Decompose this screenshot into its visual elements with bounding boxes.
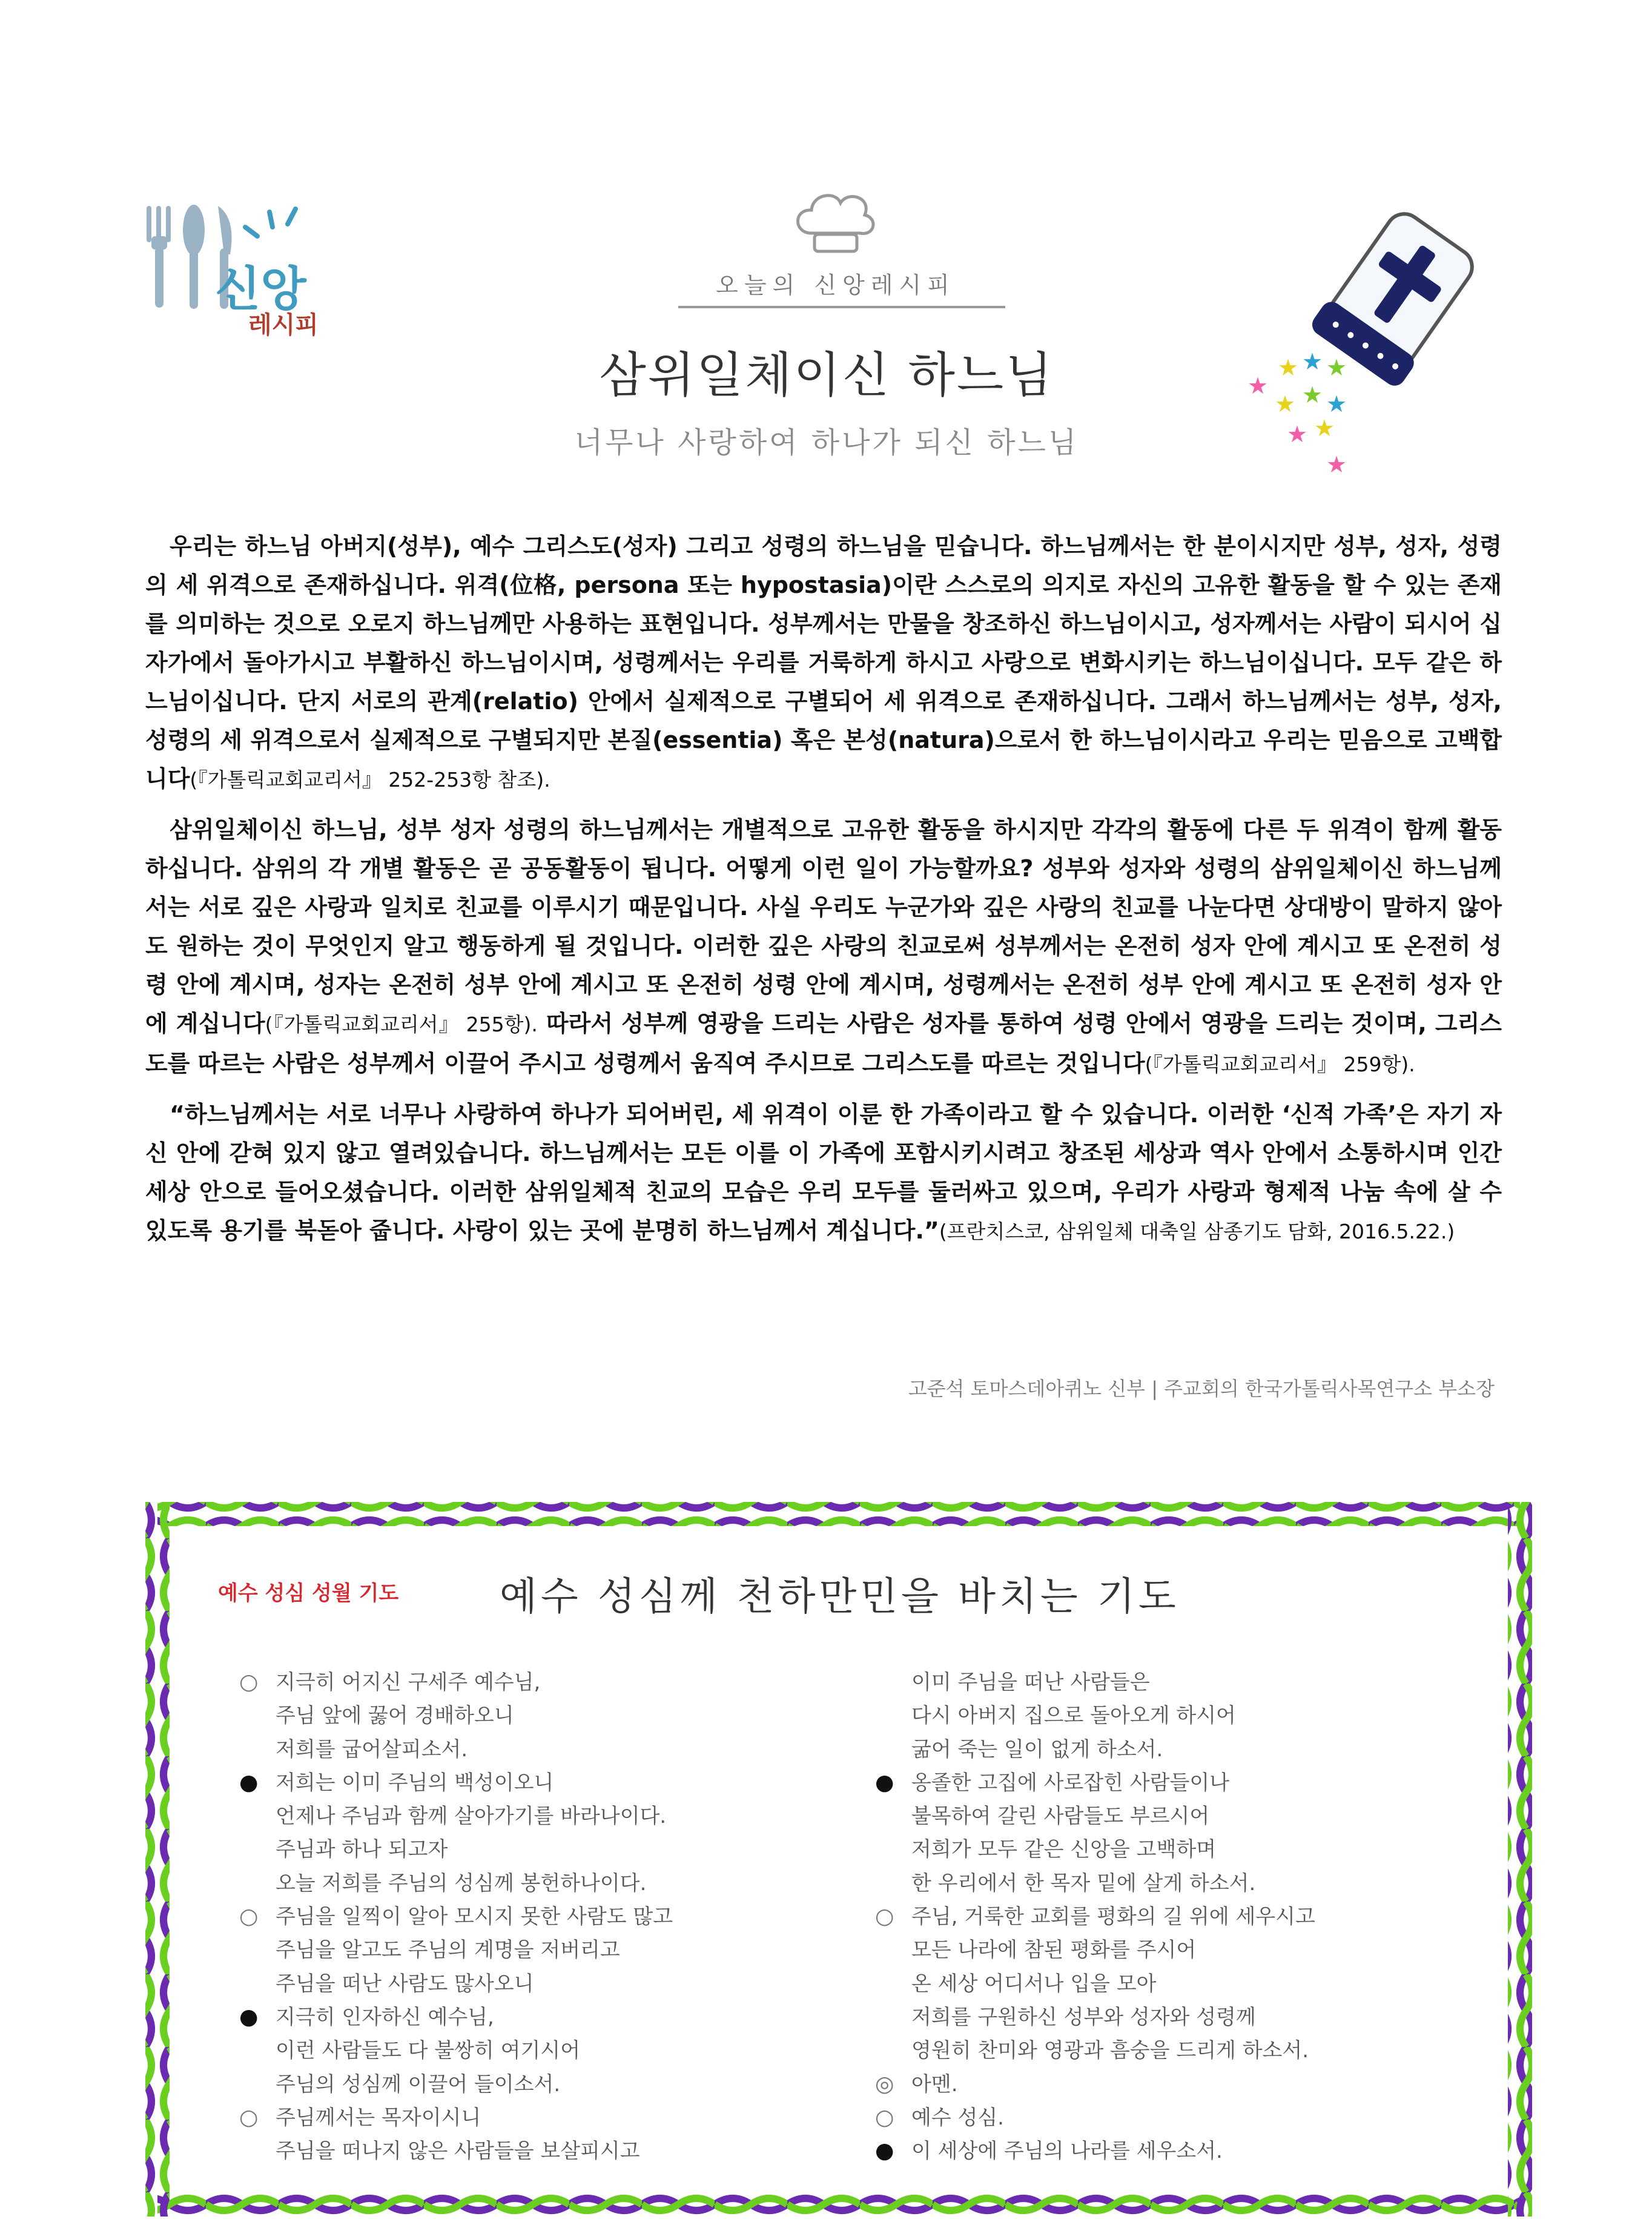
prayer-line xyxy=(239,1833,857,1866)
svg-text:★: ★ xyxy=(1278,354,1299,381)
prayer-line-text: 온 세상 어디서나 입을 모아 xyxy=(911,1971,1157,1996)
page-subtitle: 너무나 사랑하여 하나가 되신 하느님 xyxy=(574,426,1079,460)
prayer-line xyxy=(239,1665,857,1699)
paragraph-3-reference: (프란치스코, 삼위일체 대축일 삼종기도 담화, 2016.5.22.) xyxy=(939,1220,1455,1243)
open-circle-icon: ○ xyxy=(875,2104,894,2130)
svg-text:★: ★ xyxy=(1287,421,1308,448)
prayer-line-text: 불목하여 갈린 사람들도 부르시어 xyxy=(911,1804,1210,1829)
svg-text:★: ★ xyxy=(1314,415,1335,441)
prayer-line xyxy=(239,1967,857,2000)
paragraph-2 xyxy=(145,810,1502,1084)
page-title: 삼위일체이신 하느님 xyxy=(599,347,1054,403)
author-signature: 고준석 토마스데아퀴노 신부 | 주교회의 한국가톨릭사목연구소 부소장 xyxy=(908,1377,1495,1400)
svg-text:★: ★ xyxy=(1247,372,1269,399)
prayer-line-text: 이 세상에 주님의 나라를 세우소서. xyxy=(911,2139,1223,2164)
filled-circle-icon: ● xyxy=(239,1770,259,1795)
prayer-line-text: 오늘 저희를 주님의 성심께 봉헌하나이다. xyxy=(276,1871,647,1896)
prayer-line-text: 다시 아버지 집으로 돌아오게 하시어 xyxy=(911,1704,1236,1728)
prayer-line xyxy=(239,1900,857,1933)
prayer-line-text: 언제나 주님과 함께 살아가기를 바라나이다. xyxy=(276,1804,667,1829)
prayer-line xyxy=(875,1665,1493,1699)
prayer-tag: 예수 성심 성월 기도 xyxy=(218,1581,399,1605)
prayer-line xyxy=(239,1866,857,1900)
prayer-line-text: 주님, 거룩한 교회를 평화의 길 위에 세우시고 xyxy=(911,1905,1315,1929)
prayer-line xyxy=(875,1733,1493,1766)
prayer-line xyxy=(239,2068,857,2101)
paragraph-1 xyxy=(145,527,1502,799)
prayer-line-text: 모든 나라에 참된 평화를 주시어 xyxy=(911,1938,1197,1963)
prayer-line-text: 주님께서는 목자이시니 xyxy=(276,2105,481,2130)
prayer-right-column xyxy=(875,1665,1493,2167)
prayer-line-text: 주님을 알고도 주님의 계명을 저버리고 xyxy=(276,1938,620,1963)
prayer-line xyxy=(875,1699,1493,1732)
prayer-line-text: 저희를 굽어살피소서. xyxy=(276,1737,468,1762)
filled-circle-icon: ● xyxy=(239,2004,259,2029)
prayer-line xyxy=(875,1967,1493,2000)
prayer-line xyxy=(875,1900,1493,1933)
prayer-line-text: 한 우리에서 한 목자 밑에 살게 하소서. xyxy=(911,1871,1256,1896)
prayer-line-text: 굶어 죽는 일이 없게 하소서. xyxy=(911,1737,1163,1762)
prayer-line xyxy=(239,1933,857,1966)
filled-circle-icon: ● xyxy=(875,2138,894,2164)
prayer-line-text: 주님을 떠나지 않은 사람들을 보살피시고 xyxy=(276,2139,640,2164)
prayer-line-text: 영원히 찬미와 영광과 흠숭을 드리게 하소서. xyxy=(911,2038,1309,2063)
prayer-line-text: 옹졸한 고집에 사로잡힌 사람들이나 xyxy=(911,1770,1230,1795)
prayer-line xyxy=(875,1833,1493,1866)
paragraph-3 xyxy=(145,1095,1502,1251)
prayer-line-text: 이미 주님을 떠난 사람들은 xyxy=(911,1670,1150,1694)
prayer-line-text: 주님을 일찍이 알아 모시지 못한 사람도 많고 xyxy=(276,1905,673,1929)
prayer-line xyxy=(875,2000,1493,2034)
logo-subtitle: 레시피 xyxy=(248,311,319,339)
star-sprinkles-icon xyxy=(1235,345,1381,478)
prayer-line xyxy=(875,1866,1493,1900)
prayer-line-text: 저희를 구원하신 성부와 성자와 성령께 xyxy=(911,2005,1256,2029)
series-divider xyxy=(678,306,1005,308)
svg-text:★: ★ xyxy=(1302,382,1323,408)
paragraph-1-text: 우리는 하느님 아버지(성부), 예수 그리스도(성자) 그리고 성령의 하느님을 믿습니다. 하느님께서는 한 분이시지만 성부, 성자, 성령의 세 위격으로 존재하십니다. 위격(位格, persona 또는 hypostasia)이란 스스로의 의지로 자신의 고유한 활동을 할 수 있는 존재를 의미하는 것으로 오로지 하느님께만 사용하는 표현입니다. 성부께서는 만물을 창조하신 하느님이시고, 성자께서는 사람이 되시어 십자가에서 돌아가시고 부활하신 하느님이시며, 성령께서는 우리를 거룩하게 하시고 사랑으로 변화시키는 하느님이십니다. 모두 같은 하느님이십니다. 단지 서로의 관계(relatio) 안에서 실제적으로 구별되어 세 위격으로 존재하십니다. 그래서 하느님께서는 성부, 성자, 성령의 세 위격으로서 실제적으로 구별되지만 본질(essentia) 혹은 본성(natura)으로서 한 하느님이시라고 우리는 믿음으로 고백합니다 xyxy=(145,533,1502,792)
series-label: 오늘의 신앙레시피 xyxy=(716,272,956,299)
prayer-line-text: 저희가 모두 같은 신앙을 고백하며 xyxy=(911,1837,1217,1862)
prayer-line-text: 지극히 인자하신 예수님, xyxy=(276,2005,494,2029)
svg-text:★: ★ xyxy=(1302,348,1323,375)
prayer-line-text: 예수 성심. xyxy=(911,2105,1004,2130)
prayer-left-column xyxy=(239,1665,857,2167)
svg-text:★: ★ xyxy=(1326,451,1347,478)
paragraph-2-text: 삼위일체이신 하느님, 성부 성자 성령의 하느님께서는 개별적으로 고유한 활동을 하시지만 각각의 활동에 다른 두 위격이 함께 활동하십니다. 삼위의 각 개별 활동은 곧 공동활동이 됩니다. 어떻게 이런 일이 가능할까요? 성부와 성자와 성령의 삼위일체이신 하느님께서는 서로 깊은 사랑과 일치로 친교를 이루시기 때문입니다. 사실 우리도 누군가와 깊은 사랑의 친교를 나눈다면 상대방이 말하지 않아도 원하는 것이 무엇인지 알고 행동하게 될 것입니다. 이러한 깊은 사랑의 친교로써 성부께서는 온전히 성자 안에 계시고 또 온전히 성령 안에 계시며, 성자는 온전히 성부 안에 계시고 또 온전히 성령 안에 계시며, 성령께서는 온전히 성부 안에 계시고 또 온전히 성자 안에 계십니다 xyxy=(145,816,1502,1037)
prayer-line-text: 이런 사람들도 다 불쌍히 여기시어 xyxy=(276,2038,581,2063)
open-circle-icon: ○ xyxy=(239,1904,259,1929)
open-circle-icon: ○ xyxy=(239,2104,259,2130)
svg-text:★: ★ xyxy=(1275,391,1296,417)
paragraph-2-reference-2: (『가톨릭교회교리서』 259항). xyxy=(1145,1053,1415,1076)
prayer-line xyxy=(239,2134,857,2167)
prayer-line xyxy=(875,2034,1493,2067)
chef-hat-icon xyxy=(787,185,884,257)
prayer-line xyxy=(239,1699,857,1732)
paragraph-3-text: “하느님께서는 서로 너무나 사랑하여 하나가 되어버린, 세 위격이 이룬 한 가족이라고 할 수 있습니다. 이러한 ‘신적 가족’은 자기 자신 안에 갇혀 있지 않고 열려있습니다. 하느님께서는 모든 이를 이 가족에 포함시키시려고 창조된 세상과 역사 안에서 소통하시며 인간 세상 안으로 들어오셨습니다. 이러한 삼위일체적 친교의 모습은 우리 모두를 둘러싸고 있으며, 우리가 사랑과 형제적 나눔 속에 살 수 있도록 용기를 북돋아 줍니다. 사랑이 있는 곳에 분명히 하느님께서 계십니다.” xyxy=(145,1101,1502,1244)
prayer-line-text: 저희는 이미 주님의 백성이오니 xyxy=(276,1770,554,1795)
prayer-line-text: 주님의 성심께 이끌어 들이소서. xyxy=(276,2072,561,2097)
open-circle-icon: ○ xyxy=(875,1904,894,1929)
prayer-line xyxy=(239,1766,857,1799)
prayer-line xyxy=(875,2068,1493,2101)
paragraph-2-reference: (『가톨릭교회교리서』 255항). xyxy=(265,1013,538,1036)
prayer-line xyxy=(239,2101,857,2134)
prayer-line xyxy=(875,2101,1493,2134)
prayer-line xyxy=(239,2034,857,2067)
prayer-line-text: 아멘. xyxy=(911,2072,958,2097)
svg-text:★: ★ xyxy=(1326,391,1347,417)
prayer-line xyxy=(875,1766,1493,1799)
svg-text:★: ★ xyxy=(1326,354,1347,381)
prayer-line xyxy=(239,2000,857,2034)
paragraph-2-text-continued: 따라서 성부께 영광을 드리는 사람은 성자를 통하여 성령 안에서 영광을 드리는 것이며, 그리스도를 따르는 사람은 성부께서 이끌어 주시고 성령께서 움직여 주시므로 그리스도를 따르는 것입니다 xyxy=(145,1010,1502,1077)
prayer-title: 예수 성심께 천하만민을 바치는 기도 xyxy=(500,1575,1180,1619)
logo-name: 신앙 xyxy=(215,262,306,317)
prayer-line-text: 주님 앞에 꿇어 경배하오니 xyxy=(276,1704,514,1728)
paragraph-1-reference: (『가톨릭교회교리서』 252-253항 참조). xyxy=(190,768,550,792)
prayer-line-text: 지극히 어지신 구세주 예수님, xyxy=(276,1670,541,1694)
article-body xyxy=(145,527,1502,1262)
open-circle-icon: ○ xyxy=(239,1670,259,1694)
prayer-line xyxy=(875,2134,1493,2167)
prayer-line-text: 주님과 하나 되고자 xyxy=(276,1837,448,1862)
prayer-line xyxy=(875,1933,1493,1966)
prayer-line xyxy=(239,1733,857,1766)
filled-circle-icon: ● xyxy=(875,1770,894,1795)
prayer-line-text: 주님을 떠난 사람도 많사오니 xyxy=(276,1971,534,1996)
prayer-line xyxy=(239,1799,857,1833)
open-circle-icon: ◎ xyxy=(875,2071,894,2097)
prayer-line xyxy=(875,1799,1493,1833)
